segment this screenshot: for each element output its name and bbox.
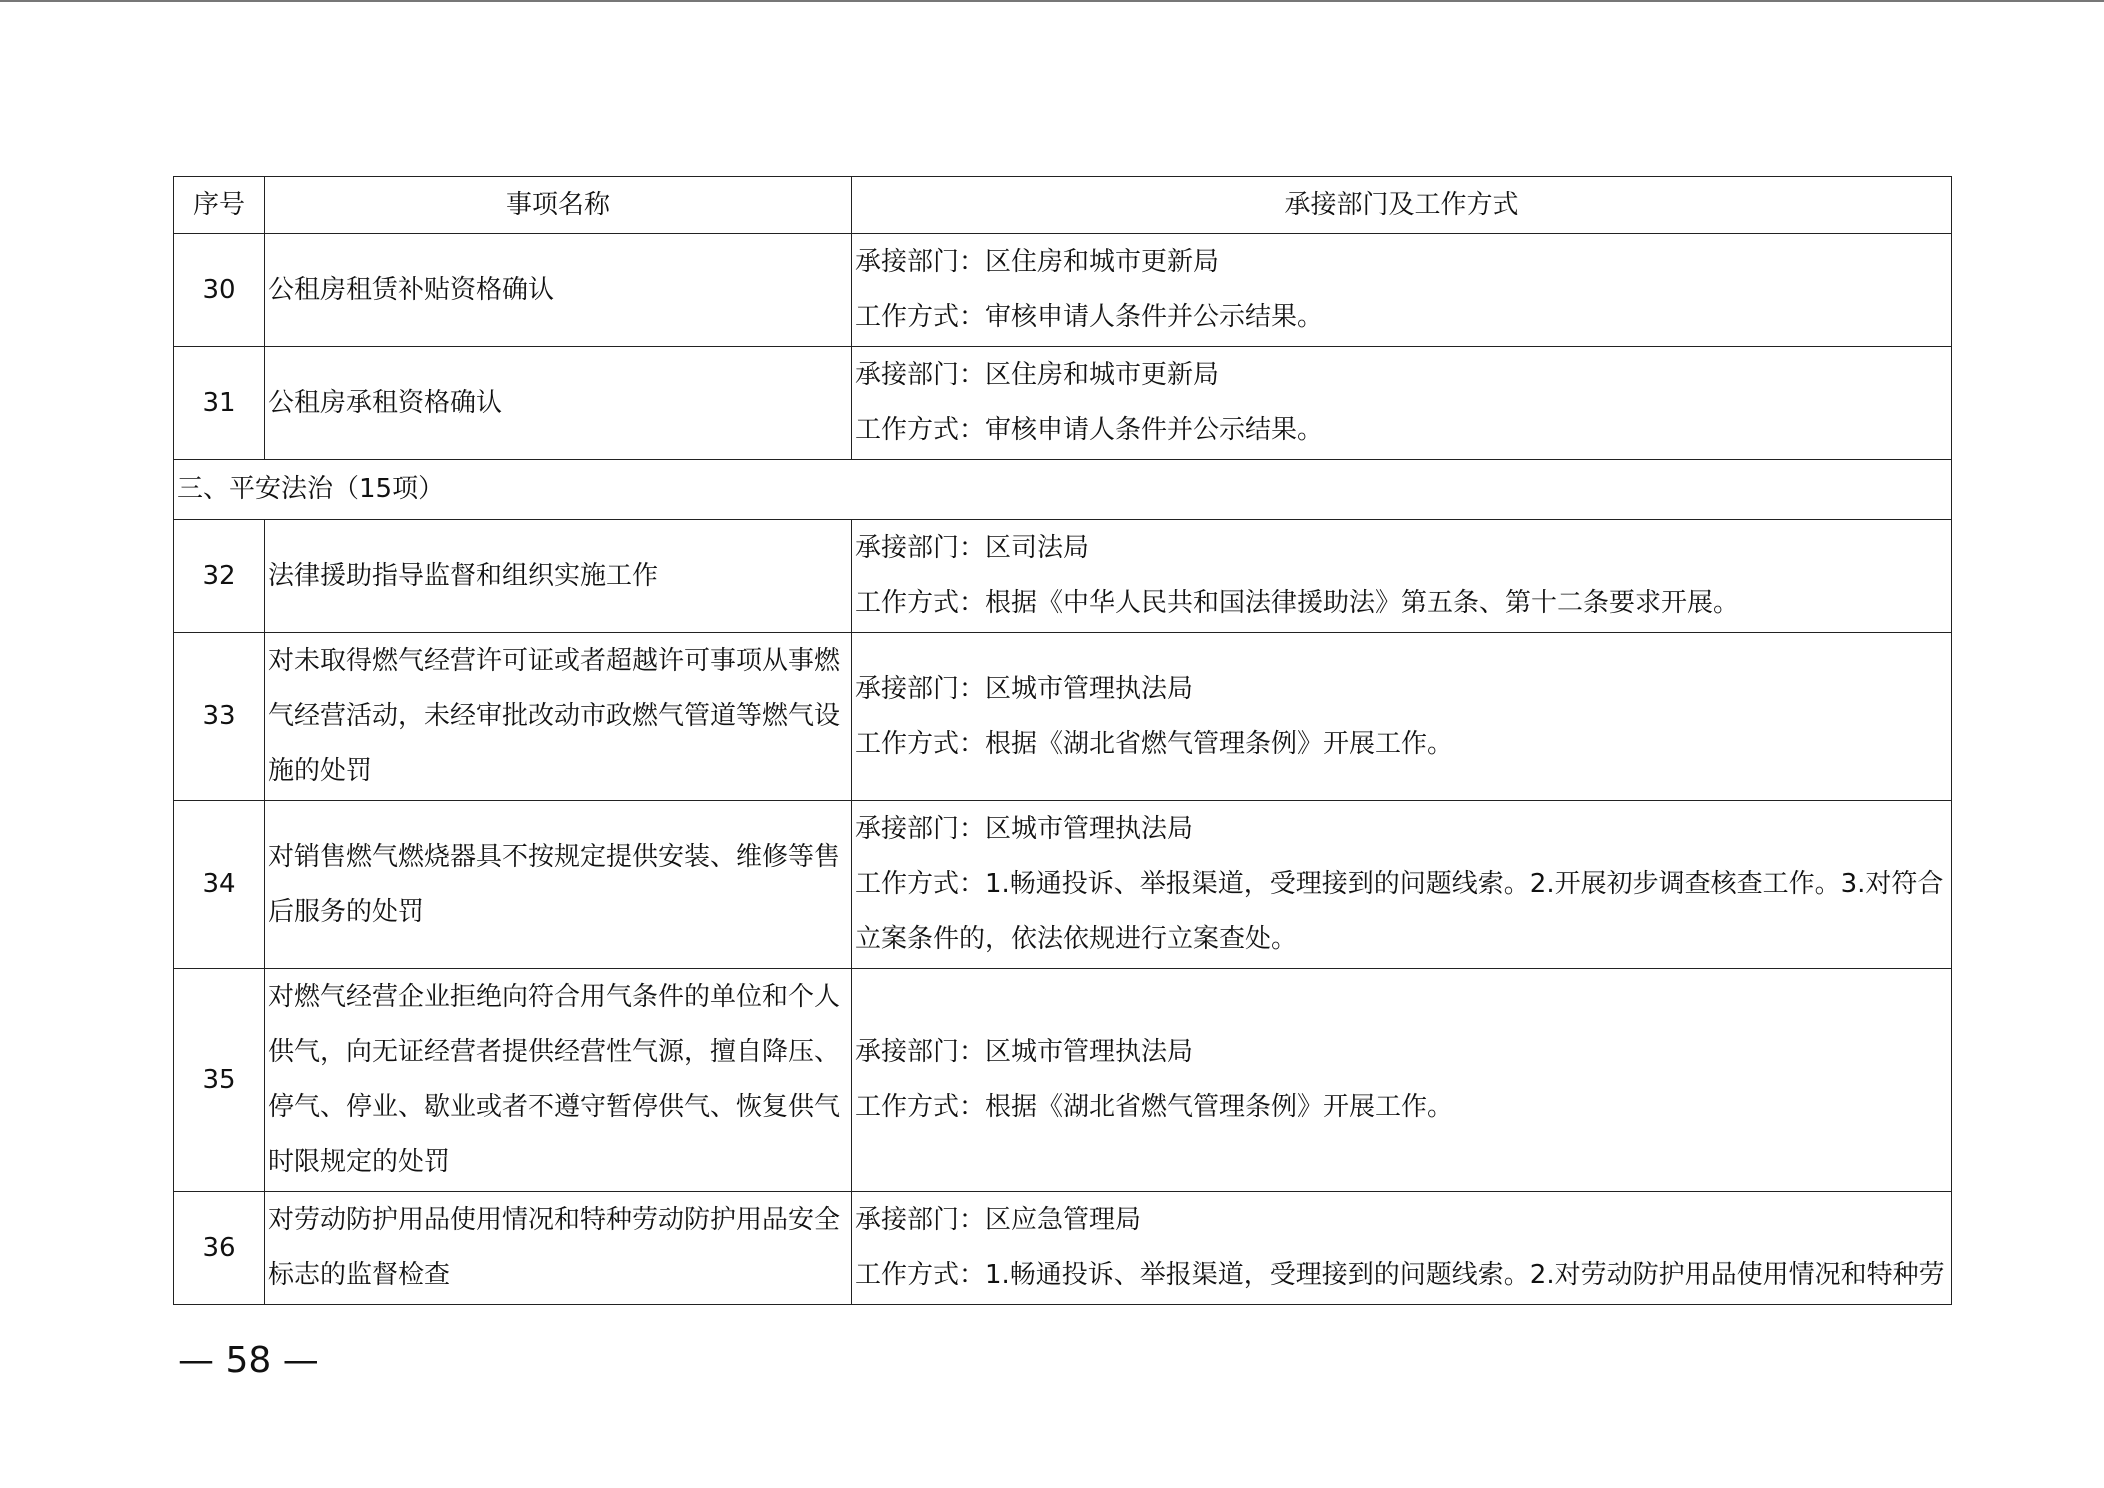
row-item-name xyxy=(265,801,852,969)
row-item-name xyxy=(265,633,852,801)
table-row xyxy=(174,801,1952,969)
row-item-name xyxy=(265,347,852,460)
item-name-line: 施的处罚 xyxy=(268,756,373,786)
item-name-line: 对劳动防护用品使用情况和特种劳动防护用品安全 xyxy=(268,1205,841,1235)
row-serial: 32 xyxy=(174,520,265,633)
table-row xyxy=(174,633,1952,801)
row-serial: 34 xyxy=(174,801,265,969)
department-line: 承接部门：区司法局 xyxy=(855,533,1090,563)
item-name-line: 公租房承租资格确认 xyxy=(268,387,503,418)
section-heading: 三、平安法治（15项） xyxy=(174,460,1952,520)
item-name-line: 标志的监督检查 xyxy=(268,1260,451,1290)
department-line: 承接部门：区住房和城市更新局 xyxy=(855,360,1220,390)
table-row xyxy=(174,520,1952,633)
row-serial: 31 xyxy=(174,347,265,460)
item-name-line: 后服务的处罚 xyxy=(268,896,425,927)
page-number: — 58 — xyxy=(178,1340,319,1381)
row-department-method xyxy=(852,234,1952,347)
item-name-line: 法律援助指导监督和组织实施工作 xyxy=(268,560,659,591)
work-method-line: 立案条件的，依法依规进行立案查处。 xyxy=(855,924,1298,954)
table-row xyxy=(174,234,1952,347)
item-name-line: 对销售燃气燃烧器具不按规定提供安装、维修等售 xyxy=(268,841,841,872)
section-row xyxy=(174,460,1952,520)
item-name-line: 对未取得燃气经营许可证或者超越许可事项从事燃 xyxy=(268,646,841,676)
table-row xyxy=(174,1192,1952,1305)
row-serial: 33 xyxy=(174,633,265,801)
item-name-line: 停气、停业、歇业或者不遵守暂停供气、恢复供气 xyxy=(268,1092,841,1122)
table-row xyxy=(174,347,1952,460)
work-method-line: 工作方式：根据《湖北省燃气管理条例》开展工作。 xyxy=(855,1092,1454,1122)
table-header-row xyxy=(174,177,1952,234)
work-method-line: 工作方式：1.畅通投诉、举报渠道，受理接到的问题线索。2.开展初步调查核查工作。3.对符合 xyxy=(855,869,1944,899)
row-serial: 30 xyxy=(174,234,265,347)
header-department-method: 承接部门及工作方式 xyxy=(852,177,1952,234)
row-department-method xyxy=(852,520,1952,633)
department-line: 承接部门：区应急管理局 xyxy=(855,1205,1142,1235)
items-table xyxy=(173,176,1952,1305)
work-method-line: 工作方式：根据《中华人民共和国法律援助法》第五条、第十二条要求开展。 xyxy=(855,588,1740,618)
header-item-name: 事项名称 xyxy=(265,177,852,234)
item-name-line: 对燃气经营企业拒绝向符合用气条件的单位和个人 xyxy=(268,982,841,1012)
department-line: 承接部门：区住房和城市更新局 xyxy=(855,247,1220,277)
work-method-line: 工作方式：1.畅通投诉、举报渠道，受理接到的问题线索。2.对劳动防护用品使用情况和特种劳 xyxy=(855,1260,1945,1290)
item-name-line: 公租房租赁补贴资格确认 xyxy=(268,274,555,305)
table-row xyxy=(174,969,1952,1192)
row-item-name xyxy=(265,234,852,347)
top-border xyxy=(0,0,2104,2)
row-serial: 35 xyxy=(174,969,265,1192)
row-serial: 36 xyxy=(174,1192,265,1305)
row-department-method xyxy=(852,633,1952,801)
table-body xyxy=(174,234,1952,1305)
item-name-line: 时限规定的处罚 xyxy=(268,1147,451,1177)
work-method-line: 工作方式：审核申请人条件并公示结果。 xyxy=(855,415,1324,445)
row-department-method xyxy=(852,801,1952,969)
work-method-line: 工作方式：审核申请人条件并公示结果。 xyxy=(855,302,1324,332)
row-item-name xyxy=(265,1192,852,1305)
row-item-name xyxy=(265,969,852,1192)
row-department-method xyxy=(852,1192,1952,1305)
item-name-line: 气经营活动，未经审批改动市政燃气管道等燃气设 xyxy=(268,701,841,731)
work-method-line: 工作方式：根据《湖北省燃气管理条例》开展工作。 xyxy=(855,728,1454,759)
row-department-method xyxy=(852,347,1952,460)
department-line: 承接部门：区城市管理执法局 xyxy=(855,814,1194,844)
item-name-line: 供气，向无证经营者提供经营性气源，擅自降压、 xyxy=(268,1037,841,1067)
row-department-method xyxy=(852,969,1952,1192)
row-item-name xyxy=(265,520,852,633)
department-line: 承接部门：区城市管理执法局 xyxy=(855,1037,1194,1067)
header-serial: 序号 xyxy=(174,177,265,234)
department-line: 承接部门：区城市管理执法局 xyxy=(855,673,1194,704)
